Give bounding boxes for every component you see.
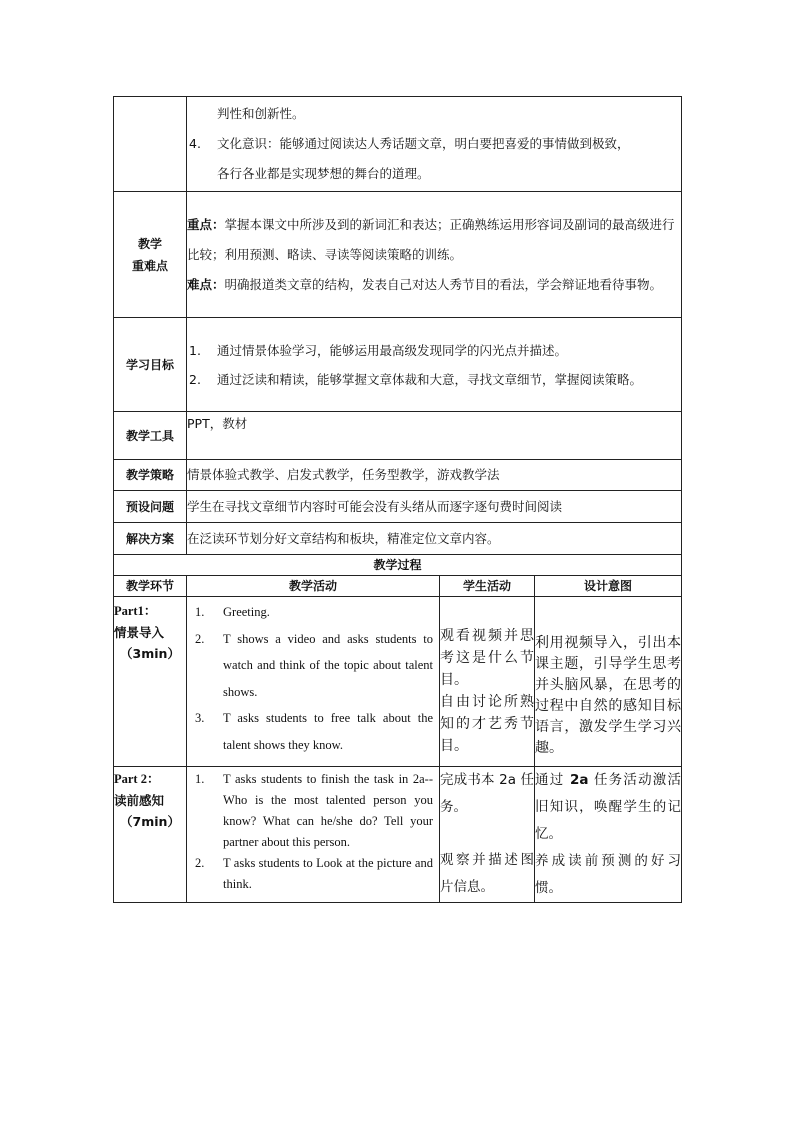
intent-bold: 2a	[569, 772, 589, 788]
intent-prefix: 通过	[535, 772, 570, 788]
activity-number: 2.	[195, 631, 205, 646]
learning-goal-text: 通过泛读和精读，能够掌握文章体裁和大意，寻找文章细节，掌握阅读策略。	[217, 371, 643, 387]
part1-row	[114, 597, 682, 767]
activity-item	[193, 853, 433, 895]
goals-continued-row	[114, 97, 682, 192]
part2-label-cn: 读前感知	[114, 793, 165, 808]
goal-item-4	[187, 129, 681, 159]
activity-number: 1.	[195, 605, 205, 619]
process-title: 教学过程	[114, 555, 682, 576]
key-difficult-label-line1: 教学	[137, 236, 162, 251]
activity-item	[193, 626, 433, 706]
learning-goal-number: 2.	[189, 371, 201, 387]
goals-continued-label-cell	[114, 97, 187, 192]
activity-number: 1.	[195, 772, 205, 786]
goal-line-continued: 判性和创新性。	[217, 106, 305, 121]
tools-label: 教学工具	[114, 412, 187, 460]
part2-student-activity	[440, 767, 535, 903]
solution-value: 在泛读环节划分好文章结构和板块，精准定位文章内容。	[187, 523, 682, 555]
part2-row	[114, 767, 682, 903]
difficult-point	[187, 270, 681, 300]
activity-number: 3.	[195, 711, 205, 725]
lesson-plan-table	[113, 96, 682, 903]
header-design-intent: 设计意图	[535, 576, 682, 597]
goal-item-number: 4.	[189, 136, 201, 151]
activity-text: T asks students to finish the task in 2a-- Who is the most talented person you know? What can he/she do? Tell your partner about this person.	[223, 772, 433, 849]
learning-goal-number: 1.	[189, 342, 201, 358]
student-activity-item: 自由讨论所熟知的才艺秀节目。	[440, 694, 534, 754]
learning-goals-cell	[187, 318, 682, 412]
part2-minutes: （7min）	[120, 814, 180, 829]
problem-label: 预设问题	[114, 491, 187, 523]
strategy-label: 教学策略	[114, 460, 187, 491]
learning-goals-row	[114, 318, 682, 412]
activity-item	[193, 705, 433, 758]
key-point-text: 掌握本课文中所涉及到的新词汇和表达；正确熟练运用形容词及副词的最高级进行比较；利用预测、略读、寻读等阅读策略的训练。	[187, 216, 675, 262]
key-difficult-cell	[187, 192, 682, 318]
goal-item-4-continued: 各行各业都是实现梦想的舞台的道理。	[217, 166, 430, 181]
key-point	[187, 210, 681, 270]
part2-label	[114, 767, 187, 903]
learning-goal-item	[187, 365, 681, 394]
part1-label	[114, 597, 187, 767]
part1-minutes: （3min）	[120, 646, 180, 661]
tools-row	[114, 412, 682, 460]
part2-label-en: Part 2：	[114, 772, 160, 786]
key-difficult-row	[114, 192, 682, 318]
problem-value: 学生在寻找文章细节内容时可能会没有头绪从而逐字逐句费时间阅读	[187, 491, 682, 523]
part1-label-en: Part1：	[114, 604, 157, 618]
activity-text: T shows a video and asks students to watch and think of the topic about talent shows.	[223, 631, 433, 699]
intent-suffix: 任务活动激活旧知识，唤醒学生的记忆。	[535, 772, 682, 842]
tools-value: PPT，教材	[187, 412, 682, 460]
strategy-row	[114, 460, 682, 491]
activity-text: T asks students to free talk about the talent shows they know.	[223, 711, 433, 752]
part1-label-cn: 情景导入	[114, 625, 165, 640]
difficult-point-prefix: 难点：	[187, 276, 225, 292]
student-activity-item: 观察并描述图片信息。	[440, 852, 534, 895]
process-header-row	[114, 576, 682, 597]
learning-goal-text: 通过情景体验学习，能够运用最高级发现同学的闪光点并描述。	[217, 342, 568, 358]
activity-number: 2.	[195, 856, 205, 870]
part2-activities	[187, 767, 440, 903]
key-difficult-label	[114, 192, 187, 318]
key-point-prefix: 重点：	[187, 216, 225, 232]
difficult-point-text: 明确报道类文章的结构，发表自己对达人秀节目的看法，学会辩证地看待事物。	[224, 276, 663, 292]
activity-item	[193, 769, 433, 853]
solution-label: 解决方案	[114, 523, 187, 555]
student-activity-item: 完成书本 2a 任务。	[440, 772, 534, 815]
activity-text: Greeting.	[223, 605, 270, 619]
header-teacher-activity: 教学活动	[187, 576, 440, 597]
problem-row	[114, 491, 682, 523]
part1-student-activity	[440, 597, 535, 767]
activity-text: T asks students to Look at the picture and think.	[223, 856, 433, 891]
part1-design-intent: 利用视频导入，引出本课主题，引导学生思考并头脑风暴，在思考的过程中自然的感知目标语言，激发学生学习兴趣。	[535, 597, 682, 767]
part2-design-intent	[535, 767, 682, 903]
solution-row	[114, 523, 682, 555]
goal-item-text: 文化意识：能够通过阅读达人秀话题文章，明白要把喜爱的事情做到极致，	[217, 136, 630, 151]
goals-continued-cell	[187, 97, 682, 192]
student-activity-item: 观看视频并思考这是什么节目。	[440, 628, 534, 688]
key-difficult-label-line2: 重难点	[131, 258, 168, 273]
strategy-value: 情景体验式教学、启发式教学，任务型教学，游戏教学法	[187, 460, 682, 491]
part1-activities	[187, 597, 440, 767]
process-title-row	[114, 555, 682, 576]
learning-goal-item	[187, 336, 681, 365]
design-intent-text-2: 养成读前预测的好习惯。	[535, 853, 682, 896]
design-intent-text	[535, 767, 681, 848]
header-stage: 教学环节	[114, 576, 187, 597]
learning-goals-label: 学习目标	[114, 318, 187, 412]
header-student-activity: 学生活动	[440, 576, 535, 597]
activity-item	[193, 599, 433, 626]
